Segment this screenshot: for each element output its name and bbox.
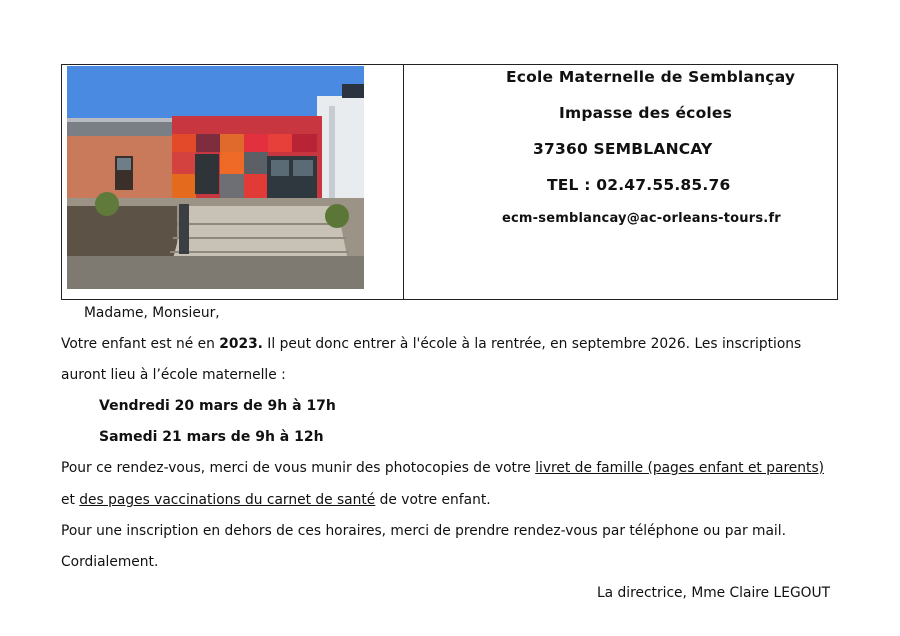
header-divider <box>403 65 404 299</box>
paragraph-4: Pour une inscription en dehors de ces horaires, merci de prendre rendez-vous par téléphone ou par mail. <box>61 523 786 539</box>
school-name: Ecole Maternelle de Semblançay <box>506 68 796 86</box>
school-email: ecm-semblancay@ac-orleans-tours.fr <box>502 211 781 226</box>
paragraph-1-line-2: auront lieu à l’école maternelle : <box>61 367 286 383</box>
enrollment-date-2: Samedi 21 mars de 9h à 12h <box>99 429 324 445</box>
paragraph-1 <box>61 336 801 352</box>
family-book-underlined: livret de famille (pages enfant et parents) <box>535 460 825 476</box>
signature: La directrice, Mme Claire LEGOUT <box>597 585 831 601</box>
paragraph-1-end: Il peut donc entrer à l'école à la rentrée, en septembre 2026. Les inscriptions <box>262 336 802 352</box>
school-street: Impasse des écoles <box>559 104 733 122</box>
paragraph-3-start: et <box>61 492 80 508</box>
letter-closing: Cordialement. <box>61 554 159 570</box>
vaccination-pages-underlined: des pages vaccinations du carnet de santé <box>79 492 376 508</box>
birth-year: 2023. <box>219 336 263 352</box>
paragraph-3 <box>61 492 491 508</box>
paragraph-2-start: Pour ce rendez-vous, merci de vous munir des photocopies de votre <box>61 460 536 476</box>
school-city: 37360 SEMBLANCAY <box>533 140 713 158</box>
school-building-photo <box>67 66 364 289</box>
paragraph-3-end: de votre enfant. <box>375 492 491 508</box>
paragraph-1-start: Votre enfant est né en <box>61 336 220 352</box>
letter-greeting: Madame, Monsieur, <box>84 305 220 321</box>
paragraph-2 <box>61 460 824 476</box>
school-phone: TEL : 02.47.55.85.76 <box>547 176 731 194</box>
enrollment-date-1: Vendredi 20 mars de 9h à 17h <box>99 398 336 414</box>
